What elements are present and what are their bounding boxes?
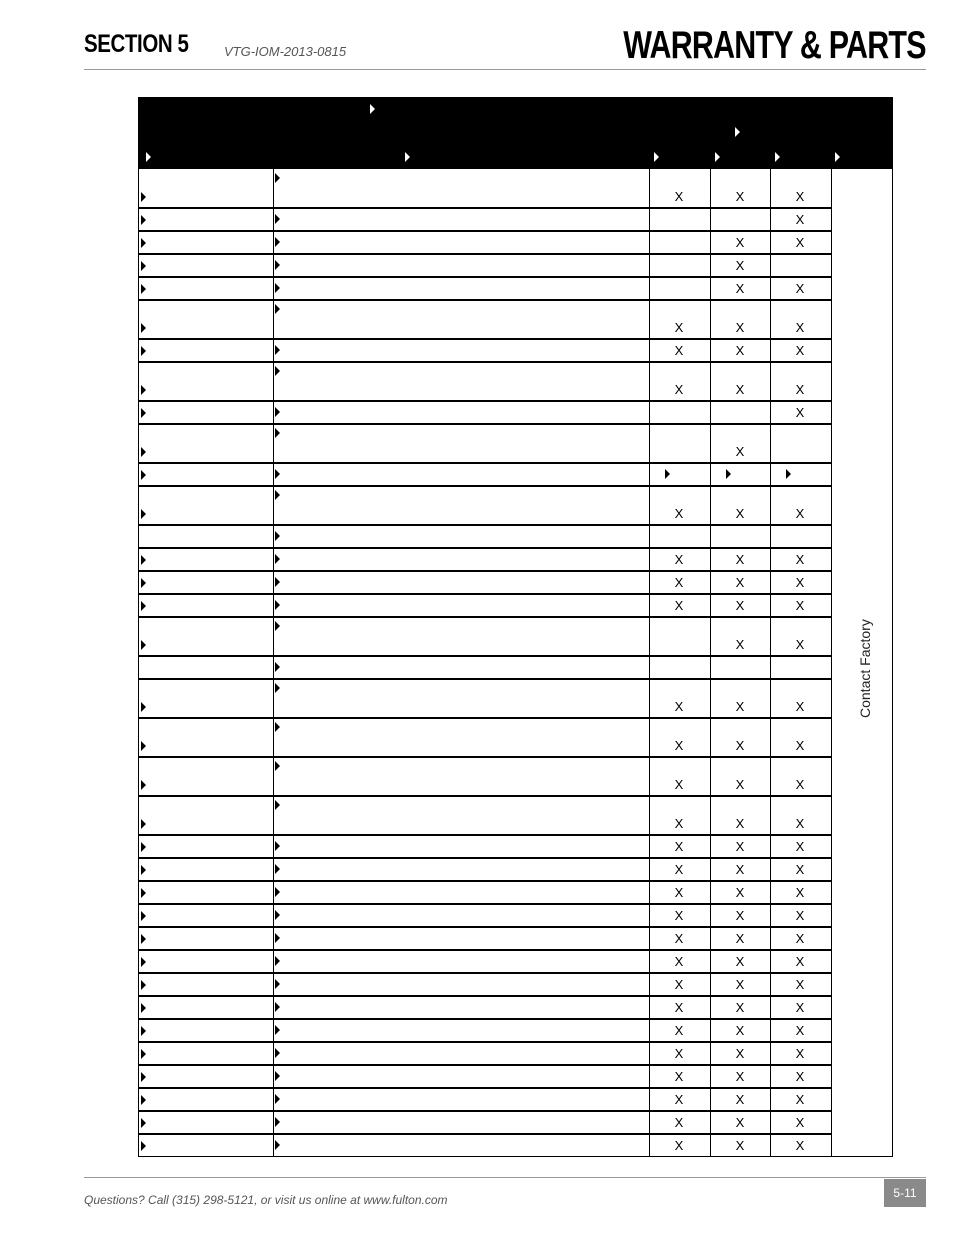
availability-mark: X <box>735 1115 745 1130</box>
table-header <box>138 97 893 169</box>
table-row <box>138 881 831 904</box>
description-arrow-icon <box>275 761 280 771</box>
availability-mark: X <box>795 235 805 250</box>
availability-mark: X <box>735 575 745 590</box>
availability-mark: X <box>674 862 684 877</box>
row-arrow-icon <box>141 888 146 898</box>
availability-mark: X <box>795 1000 805 1015</box>
table-row <box>138 254 831 277</box>
description-arrow-icon <box>275 345 280 355</box>
availability-mark: X <box>735 382 745 397</box>
description-arrow-icon <box>275 800 280 810</box>
description-arrow-icon <box>275 490 280 500</box>
availability-mark: X <box>795 281 805 296</box>
table-row <box>138 401 831 424</box>
cell-arrow-icon <box>786 469 791 479</box>
description-arrow-icon <box>275 600 280 610</box>
availability-mark: X <box>735 816 745 831</box>
availability-mark: X <box>795 1023 805 1038</box>
header-arrow-icon <box>775 152 780 162</box>
availability-mark: X <box>795 212 805 227</box>
row-arrow-icon <box>141 346 146 356</box>
table-row <box>138 300 831 339</box>
table-row <box>138 718 831 757</box>
header-arrow-icon <box>370 104 375 114</box>
header-arrow-icon <box>835 152 840 162</box>
description-arrow-icon <box>275 554 280 564</box>
availability-mark: X <box>674 1023 684 1038</box>
table-row <box>138 463 831 486</box>
description-arrow-icon <box>275 1048 280 1058</box>
availability-mark: X <box>795 977 805 992</box>
header-arrow-icon <box>735 127 740 137</box>
description-arrow-icon <box>275 864 280 874</box>
row-arrow-icon <box>141 1049 146 1059</box>
table-row <box>138 548 831 571</box>
availability-mark: X <box>735 977 745 992</box>
row-arrow-icon <box>141 1003 146 1013</box>
availability-mark: X <box>795 1046 805 1061</box>
availability-mark: X <box>795 405 805 420</box>
table-row <box>138 1065 831 1088</box>
table-row <box>138 424 831 463</box>
parts-table <box>138 169 893 1162</box>
availability-mark: X <box>795 320 805 335</box>
table-row <box>138 927 831 950</box>
description-arrow-icon <box>275 304 280 314</box>
availability-mark: X <box>795 738 805 753</box>
row-arrow-icon <box>141 741 146 751</box>
availability-mark: X <box>674 1115 684 1130</box>
section-label: SECTION 5 <box>84 30 189 58</box>
description-arrow-icon <box>275 933 280 943</box>
row-arrow-icon <box>141 385 146 395</box>
row-arrow-icon <box>141 1141 146 1151</box>
availability-mark: X <box>795 908 805 923</box>
header-arrow-icon <box>405 152 410 162</box>
footer-note: Questions? Call (315) 298-5121, or visit us online at www.fulton.com <box>84 1193 448 1207</box>
availability-mark: X <box>795 839 805 854</box>
availability-mark: X <box>735 1046 745 1061</box>
top-divider <box>84 69 926 70</box>
availability-mark: X <box>674 885 684 900</box>
table-row <box>138 1042 831 1065</box>
availability-mark: X <box>735 189 745 204</box>
column-divider <box>831 169 832 1157</box>
row-arrow-icon <box>141 819 146 829</box>
table-row <box>138 208 831 231</box>
row-arrow-icon <box>141 447 146 457</box>
availability-mark: X <box>735 1092 745 1107</box>
row-arrow-icon <box>141 555 146 565</box>
row-arrow-icon <box>141 323 146 333</box>
table-row <box>138 1134 831 1157</box>
availability-mark: X <box>735 637 745 652</box>
description-arrow-icon <box>275 237 280 247</box>
row-arrow-icon <box>141 578 146 588</box>
row-arrow-icon <box>141 780 146 790</box>
availability-mark: X <box>735 444 745 459</box>
table-row <box>138 486 831 525</box>
availability-mark: X <box>795 1069 805 1084</box>
row-arrow-icon <box>141 470 146 480</box>
availability-mark: X <box>795 382 805 397</box>
row-arrow-icon <box>141 980 146 990</box>
header-arrow-icon <box>654 152 659 162</box>
availability-mark: X <box>795 1115 805 1130</box>
description-arrow-icon <box>275 469 280 479</box>
availability-mark: X <box>674 598 684 613</box>
availability-mark: X <box>795 699 805 714</box>
description-arrow-icon <box>275 283 280 293</box>
column-divider <box>892 169 893 1157</box>
page-title: WARRANTY & PARTS <box>623 24 926 67</box>
description-arrow-icon <box>275 662 280 672</box>
availability-mark: X <box>795 575 805 590</box>
availability-mark: X <box>735 839 745 854</box>
availability-mark: X <box>795 552 805 567</box>
availability-mark: X <box>674 977 684 992</box>
availability-mark: X <box>674 320 684 335</box>
description-arrow-icon <box>275 956 280 966</box>
contact-factory-label: Contact Factory <box>857 619 873 718</box>
availability-mark: X <box>735 506 745 521</box>
description-arrow-icon <box>275 1117 280 1127</box>
availability-mark: X <box>735 258 745 273</box>
row-arrow-icon <box>141 702 146 712</box>
availability-mark: X <box>674 506 684 521</box>
description-arrow-icon <box>275 366 280 376</box>
table-row <box>138 594 831 617</box>
row-arrow-icon <box>141 509 146 519</box>
availability-mark: X <box>674 816 684 831</box>
row-arrow-icon <box>141 842 146 852</box>
row-arrow-icon <box>141 957 146 967</box>
availability-mark: X <box>674 575 684 590</box>
row-arrow-icon <box>141 261 146 271</box>
availability-mark: X <box>735 954 745 969</box>
bottom-divider <box>84 1177 926 1178</box>
availability-mark: X <box>735 235 745 250</box>
row-arrow-icon <box>141 865 146 875</box>
row-arrow-icon <box>141 1072 146 1082</box>
description-arrow-icon <box>275 841 280 851</box>
table-row <box>138 277 831 300</box>
availability-mark: X <box>795 816 805 831</box>
row-arrow-icon <box>141 1095 146 1105</box>
description-arrow-icon <box>275 1025 280 1035</box>
description-arrow-icon <box>275 621 280 631</box>
row-arrow-icon <box>141 238 146 248</box>
table-row <box>138 525 831 548</box>
cell-arrow-icon <box>726 469 731 479</box>
description-arrow-icon <box>275 683 280 693</box>
availability-mark: X <box>795 598 805 613</box>
table-row <box>138 571 831 594</box>
availability-mark: X <box>674 1000 684 1015</box>
table-row <box>138 1019 831 1042</box>
row-arrow-icon <box>141 640 146 650</box>
availability-mark: X <box>735 738 745 753</box>
availability-mark: X <box>795 931 805 946</box>
availability-mark: X <box>735 699 745 714</box>
row-arrow-icon <box>141 1026 146 1036</box>
table-row <box>138 996 831 1019</box>
row-arrow-icon <box>141 192 146 202</box>
description-arrow-icon <box>275 910 280 920</box>
availability-mark: X <box>735 777 745 792</box>
table-row <box>138 169 831 208</box>
row-arrow-icon <box>141 284 146 294</box>
row-arrow-icon <box>141 601 146 611</box>
availability-mark: X <box>735 1138 745 1153</box>
table-row <box>138 1111 831 1134</box>
availability-mark: X <box>735 908 745 923</box>
header-arrow-icon <box>146 152 151 162</box>
availability-mark: X <box>674 1092 684 1107</box>
availability-mark: X <box>735 1000 745 1015</box>
table-row <box>138 362 831 401</box>
availability-mark: X <box>674 189 684 204</box>
availability-mark: X <box>674 1138 684 1153</box>
description-arrow-icon <box>275 577 280 587</box>
table-row <box>138 950 831 973</box>
availability-mark: X <box>674 839 684 854</box>
table-row <box>138 858 831 881</box>
description-arrow-icon <box>275 214 280 224</box>
availability-mark: X <box>674 954 684 969</box>
availability-mark: X <box>674 777 684 792</box>
table-row <box>138 796 831 835</box>
table-row <box>138 656 831 679</box>
availability-mark: X <box>795 506 805 521</box>
availability-mark: X <box>674 382 684 397</box>
availability-mark: X <box>674 738 684 753</box>
description-arrow-icon <box>275 260 280 270</box>
cell-arrow-icon <box>665 469 670 479</box>
availability-mark: X <box>674 908 684 923</box>
page-number: 5-11 <box>884 1179 926 1207</box>
availability-mark: X <box>735 598 745 613</box>
document-code: VTG-IOM-2013-0815 <box>224 44 347 59</box>
row-arrow-icon <box>141 934 146 944</box>
availability-mark: X <box>795 862 805 877</box>
availability-mark: X <box>735 1069 745 1084</box>
row-arrow-icon <box>141 408 146 418</box>
availability-mark: X <box>674 699 684 714</box>
row-arrow-icon <box>141 911 146 921</box>
description-arrow-icon <box>275 1002 280 1012</box>
availability-mark: X <box>735 885 745 900</box>
description-arrow-icon <box>275 1071 280 1081</box>
availability-mark: X <box>795 777 805 792</box>
description-arrow-icon <box>275 407 280 417</box>
table-row <box>138 339 831 362</box>
availability-mark: X <box>795 343 805 358</box>
description-arrow-icon <box>275 887 280 897</box>
table-row <box>138 617 831 656</box>
availability-mark: X <box>735 931 745 946</box>
table-row <box>138 904 831 927</box>
availability-mark: X <box>735 281 745 296</box>
description-arrow-icon <box>275 722 280 732</box>
table-row <box>138 679 831 718</box>
table-row <box>138 835 831 858</box>
availability-mark: X <box>735 1023 745 1038</box>
table-row <box>138 1088 831 1111</box>
description-arrow-icon <box>275 1094 280 1104</box>
row-arrow-icon <box>141 1118 146 1128</box>
availability-mark: X <box>735 343 745 358</box>
table-row <box>138 757 831 796</box>
availability-mark: X <box>795 1092 805 1107</box>
availability-mark: X <box>735 862 745 877</box>
availability-mark: X <box>735 552 745 567</box>
availability-mark: X <box>674 931 684 946</box>
description-arrow-icon <box>275 531 280 541</box>
availability-mark: X <box>795 885 805 900</box>
availability-mark: X <box>674 1069 684 1084</box>
description-arrow-icon <box>275 1140 280 1150</box>
availability-mark: X <box>674 343 684 358</box>
header-arrow-icon <box>715 152 720 162</box>
availability-mark: X <box>674 552 684 567</box>
availability-mark: X <box>795 637 805 652</box>
description-arrow-icon <box>275 173 280 183</box>
table-row <box>138 231 831 254</box>
availability-mark: X <box>735 320 745 335</box>
description-arrow-icon <box>275 979 280 989</box>
row-arrow-icon <box>141 215 146 225</box>
availability-mark: X <box>795 189 805 204</box>
availability-mark: X <box>674 1046 684 1061</box>
table-row <box>138 973 831 996</box>
availability-mark: X <box>795 1138 805 1153</box>
description-arrow-icon <box>275 428 280 438</box>
availability-mark: X <box>795 954 805 969</box>
